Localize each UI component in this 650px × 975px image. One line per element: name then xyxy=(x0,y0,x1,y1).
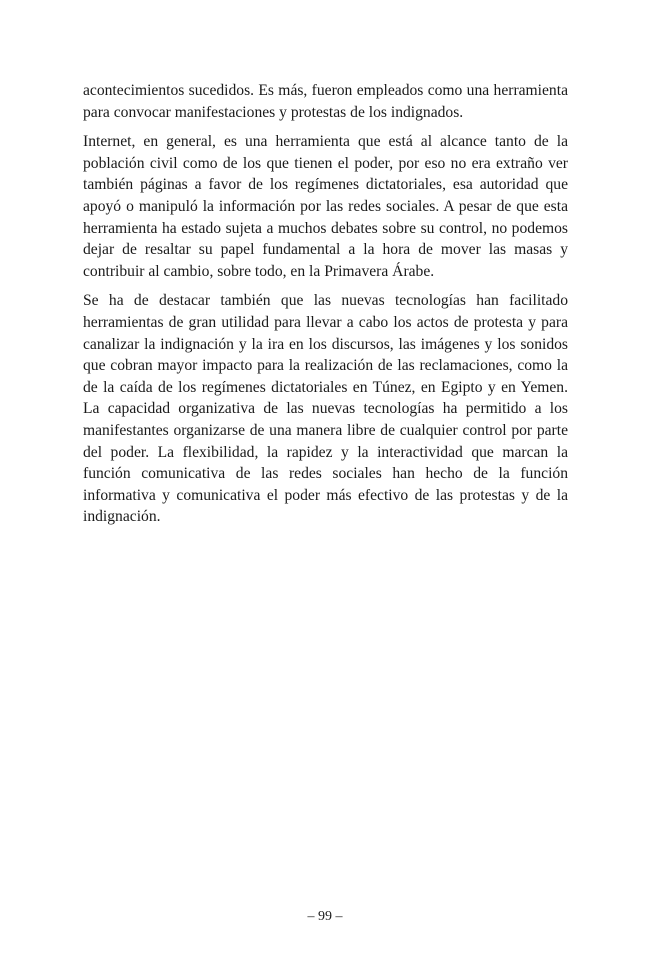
paragraph-internet: Internet, en general, es una herramienta que está al alcance tanto de la población civil como de los que tienen el poder, por eso no era extraño ver también páginas a favor de los regímenes dictatoriales, esa autoridad que apoyó o manipuló la información por las redes sociales. A pesar de que esta herramienta ha estado sujeta a muchos debates sobre su control, no podemos dejar de resaltar su papel fundamental a la hora de mover las masas y contribuir al cambio, sobre todo, en la Primavera Árabe. xyxy=(83,133,568,280)
paragraph-continuation: acontecimientos sucedidos. Es más, fueron empleados como una herramienta para convocar manifestaciones y protestas de los indignados. xyxy=(83,82,568,121)
paragraph-technologies: Se ha de destacar también que las nuevas tecnologías han facilitado herramientas de gran utilidad para llevar a cabo los actos de protesta y para canalizar la indignación y la ira en los discursos, las imágenes y los sonidos que cobran mayor impacto para la realización de las reclamaciones, como la de la caída de los regímenes dictatoriales en Túnez, en Egipto y en Yemen. La capacidad organizativa de las nuevas tecnologías ha permitido a los manifestantes organizarse de una manera libre de cualquier control por parte del poder. La flexibilidad, la rapidez y la interactividad que marcan la función comunicativa de las redes sociales han hecho de la función informativa y comunicativa el poder más efectivo de las protestas y de la indignación. xyxy=(83,292,568,526)
body-text xyxy=(83,80,568,536)
page-number: – 99 – xyxy=(307,909,343,924)
